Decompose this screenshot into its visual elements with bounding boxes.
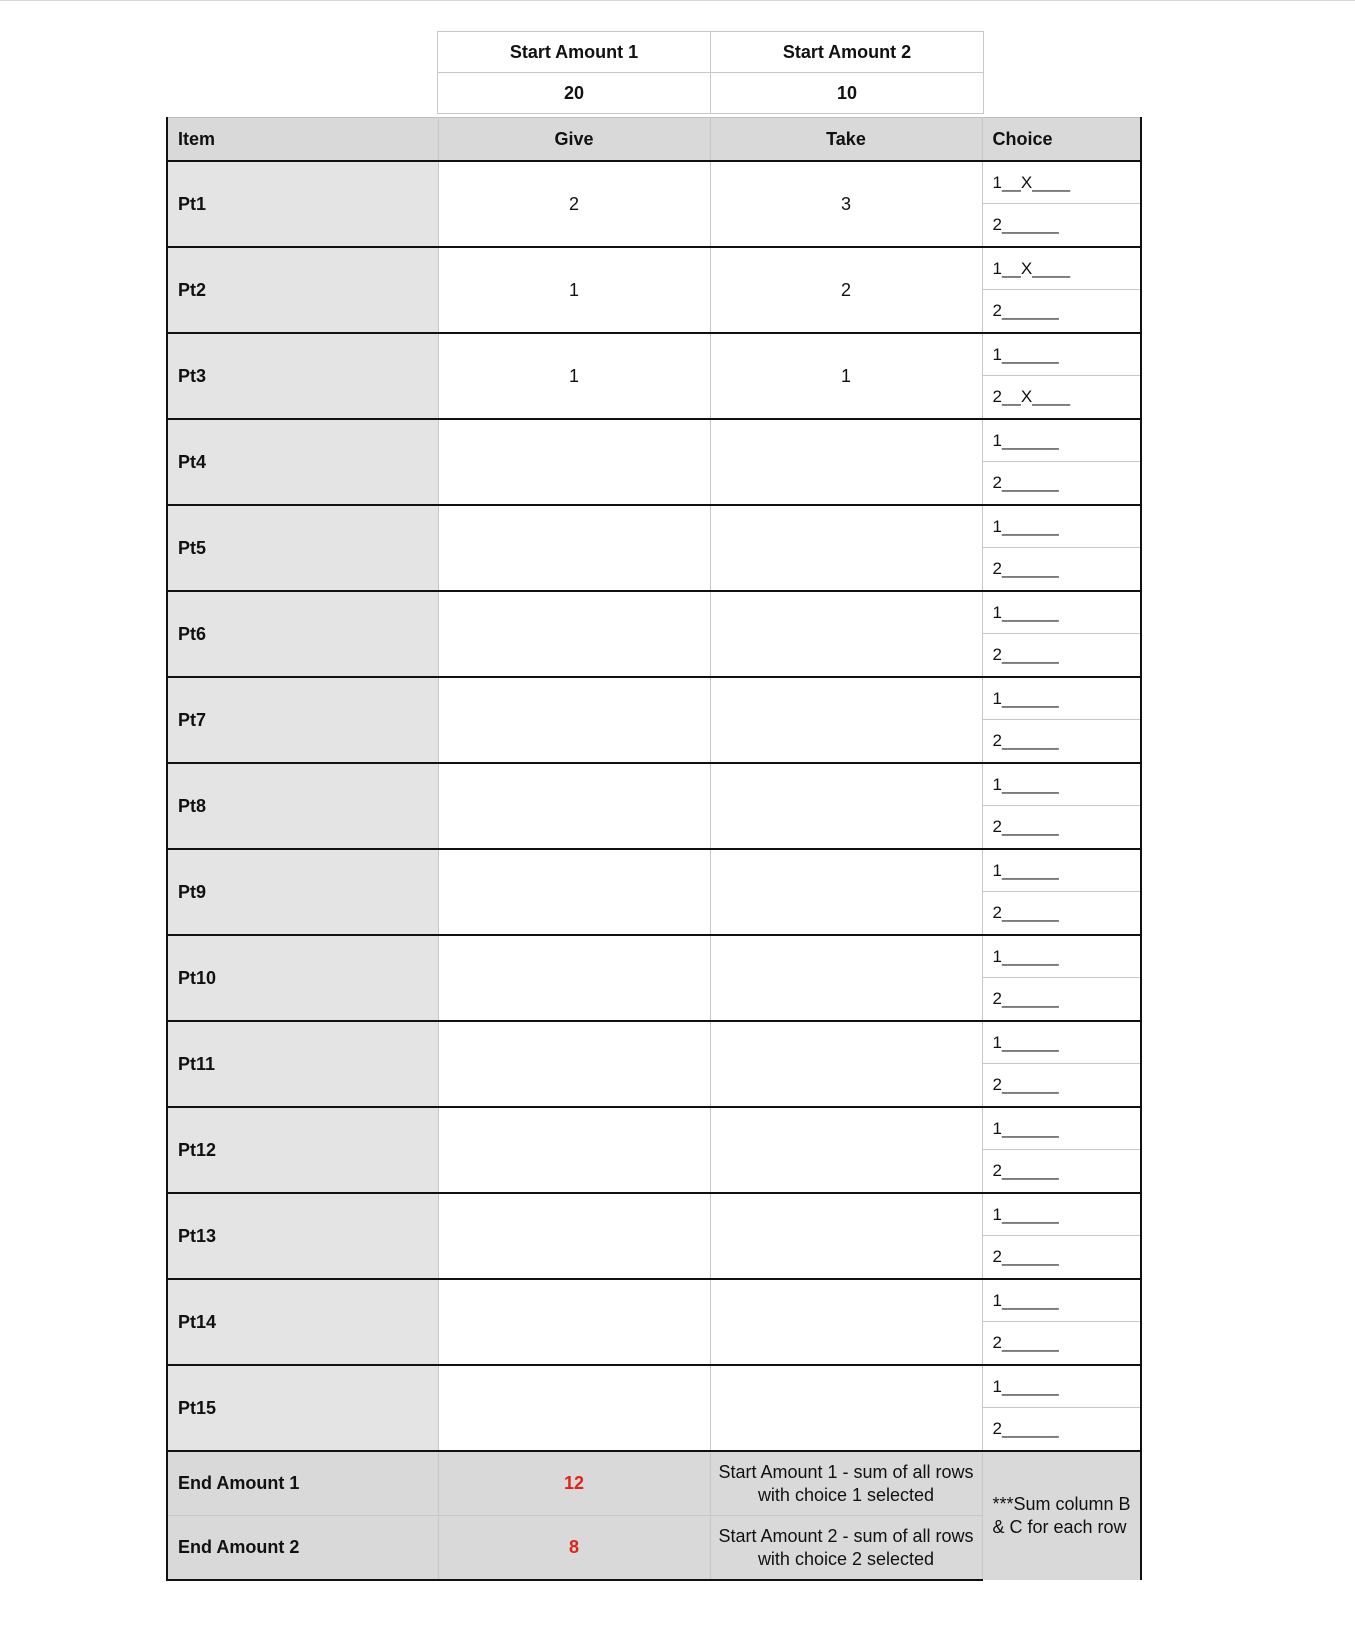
give-cell[interactable] (438, 1279, 710, 1365)
take-cell[interactable] (710, 1193, 982, 1279)
choice-cell (982, 333, 1141, 419)
choice-cell (982, 247, 1141, 333)
item-label: Pt6 (167, 591, 438, 677)
give-cell[interactable] (438, 763, 710, 849)
choice-option-1[interactable]: 1______ (983, 420, 1141, 462)
table-row (167, 419, 1141, 505)
choice-option-2[interactable]: 2__X____ (992, 387, 1071, 406)
choice-cell (982, 1021, 1141, 1107)
choice-option-2[interactable]: 2______ (992, 903, 1059, 922)
item-label: Pt1 (167, 161, 438, 247)
choice-option-2[interactable]: 2______ (992, 1161, 1059, 1180)
item-label: Pt10 (167, 935, 438, 1021)
choice-cell (982, 419, 1141, 505)
choice-option-1[interactable]: 1__X____ (983, 248, 1141, 290)
table-row (167, 333, 1141, 419)
choice-option-2[interactable]: 2______ (992, 215, 1059, 234)
choice-table (166, 117, 1142, 1581)
take-cell[interactable] (710, 419, 982, 505)
item-label: Pt3 (167, 333, 438, 419)
table-row (167, 1107, 1141, 1193)
give-cell[interactable] (438, 1193, 710, 1279)
choice-cell (982, 161, 1141, 247)
item-label: Pt9 (167, 849, 438, 935)
column-header-give: Give (438, 118, 710, 162)
take-cell[interactable] (710, 677, 982, 763)
choice-option-2[interactable]: 2______ (992, 473, 1059, 492)
table-row (167, 677, 1141, 763)
give-cell[interactable] (438, 505, 710, 591)
table-footer (167, 1451, 1141, 1580)
start-amount-1-header: Start Amount 1 (438, 32, 711, 73)
end-amount-2-value[interactable]: 8 (438, 1516, 710, 1581)
item-label: Pt12 (167, 1107, 438, 1193)
sum-note: ***Sum column B & C for each row (982, 1451, 1141, 1580)
column-header-take: Take (710, 118, 982, 162)
start-amount-1-value[interactable]: 20 (438, 73, 711, 114)
take-cell[interactable] (710, 849, 982, 935)
end-amount-1-value[interactable]: 12 (438, 1451, 710, 1516)
table-row (167, 1021, 1141, 1107)
give-cell[interactable] (438, 1365, 710, 1451)
choice-option-2[interactable]: 2______ (992, 1419, 1059, 1438)
choice-option-2[interactable]: 2______ (992, 1333, 1059, 1352)
choice-option-2[interactable]: 2______ (992, 645, 1059, 664)
take-cell[interactable] (710, 1107, 982, 1193)
top-divider (0, 0, 1355, 1)
take-cell[interactable] (710, 1365, 982, 1451)
item-label: Pt8 (167, 763, 438, 849)
take-cell[interactable]: 3 (710, 161, 982, 247)
item-label: Pt4 (167, 419, 438, 505)
table-row (167, 161, 1141, 247)
choice-option-1[interactable]: 1______ (983, 506, 1141, 548)
give-cell[interactable] (438, 419, 710, 505)
take-cell[interactable] (710, 505, 982, 591)
choice-cell (982, 1107, 1141, 1193)
choice-option-1[interactable]: 1______ (983, 1022, 1141, 1064)
choice-cell (982, 1193, 1141, 1279)
table-row (167, 505, 1141, 591)
give-cell[interactable] (438, 1021, 710, 1107)
choice-cell (982, 505, 1141, 591)
choice-option-1[interactable]: 1______ (983, 850, 1141, 892)
choice-option-2[interactable]: 2______ (992, 989, 1059, 1008)
choice-cell (982, 935, 1141, 1021)
end-amount-1-label: End Amount 1 (167, 1451, 438, 1516)
give-cell[interactable] (438, 935, 710, 1021)
end-amount-1-formula: Start Amount 1 - sum of all rows with choice 1 selected (710, 1451, 982, 1516)
table-body (167, 161, 1141, 1451)
table-row (167, 1193, 1141, 1279)
table-row (167, 1279, 1141, 1365)
column-header-choice: Choice (982, 118, 1141, 162)
table-header-row (167, 118, 1141, 162)
choice-option-1[interactable]: 1______ (983, 764, 1141, 806)
choice-option-1[interactable]: 1______ (983, 936, 1141, 978)
start-amounts-table (437, 31, 984, 114)
item-label: Pt11 (167, 1021, 438, 1107)
take-cell[interactable] (710, 763, 982, 849)
choice-option-1[interactable]: 1______ (983, 678, 1141, 720)
end-amount-2-label: End Amount 2 (167, 1516, 438, 1581)
item-label: Pt14 (167, 1279, 438, 1365)
item-label: Pt15 (167, 1365, 438, 1451)
take-cell[interactable] (710, 1279, 982, 1365)
item-label: Pt5 (167, 505, 438, 591)
give-cell[interactable] (438, 1107, 710, 1193)
table-row (167, 247, 1141, 333)
choice-option-2[interactable]: 2______ (992, 559, 1059, 578)
start-amount-2-header: Start Amount 2 (711, 32, 984, 73)
take-cell[interactable]: 1 (710, 333, 982, 419)
choice-option-1[interactable]: 1______ (983, 592, 1141, 634)
choice-option-1[interactable]: 1______ (983, 1194, 1141, 1236)
choice-option-1[interactable]: 1______ (983, 1108, 1141, 1150)
give-cell[interactable]: 2 (438, 161, 710, 247)
choice-cell (982, 591, 1141, 677)
give-cell[interactable] (438, 591, 710, 677)
table-row (167, 763, 1141, 849)
table-row (167, 1365, 1141, 1451)
choice-cell (982, 849, 1141, 935)
give-cell[interactable] (438, 677, 710, 763)
give-cell[interactable]: 1 (438, 333, 710, 419)
choice-cell (982, 763, 1141, 849)
choice-option-1[interactable]: 1______ (983, 334, 1141, 376)
column-header-item: Item (167, 118, 438, 162)
take-cell[interactable] (710, 1021, 982, 1107)
choice-option-1[interactable]: 1______ (983, 1366, 1141, 1408)
take-cell[interactable] (710, 935, 982, 1021)
take-cell[interactable]: 2 (710, 247, 982, 333)
item-label: Pt2 (167, 247, 438, 333)
table-row (167, 935, 1141, 1021)
item-label: Pt13 (167, 1193, 438, 1279)
table-row (167, 849, 1141, 935)
end-amount-2-formula: Start Amount 2 - sum of all rows with choice 2 selected (710, 1516, 982, 1581)
choice-option-2[interactable]: 2______ (992, 1075, 1059, 1094)
choice-option-2[interactable]: 2______ (992, 817, 1059, 836)
take-cell[interactable] (710, 591, 982, 677)
table-row (167, 591, 1141, 677)
give-cell[interactable] (438, 849, 710, 935)
choice-option-1[interactable]: 1______ (983, 1280, 1141, 1322)
choice-cell (982, 1279, 1141, 1365)
item-label: Pt7 (167, 677, 438, 763)
end-amount-1-row (167, 1451, 1141, 1516)
start-amount-2-value[interactable]: 10 (711, 73, 984, 114)
give-cell[interactable]: 1 (438, 247, 710, 333)
choice-cell (982, 677, 1141, 763)
choice-cell (982, 1365, 1141, 1451)
choice-option-2[interactable]: 2______ (992, 731, 1059, 750)
choice-option-2[interactable]: 2______ (992, 301, 1059, 320)
choice-option-2[interactable]: 2______ (992, 1247, 1059, 1266)
choice-option-1[interactable]: 1__X____ (983, 162, 1141, 204)
